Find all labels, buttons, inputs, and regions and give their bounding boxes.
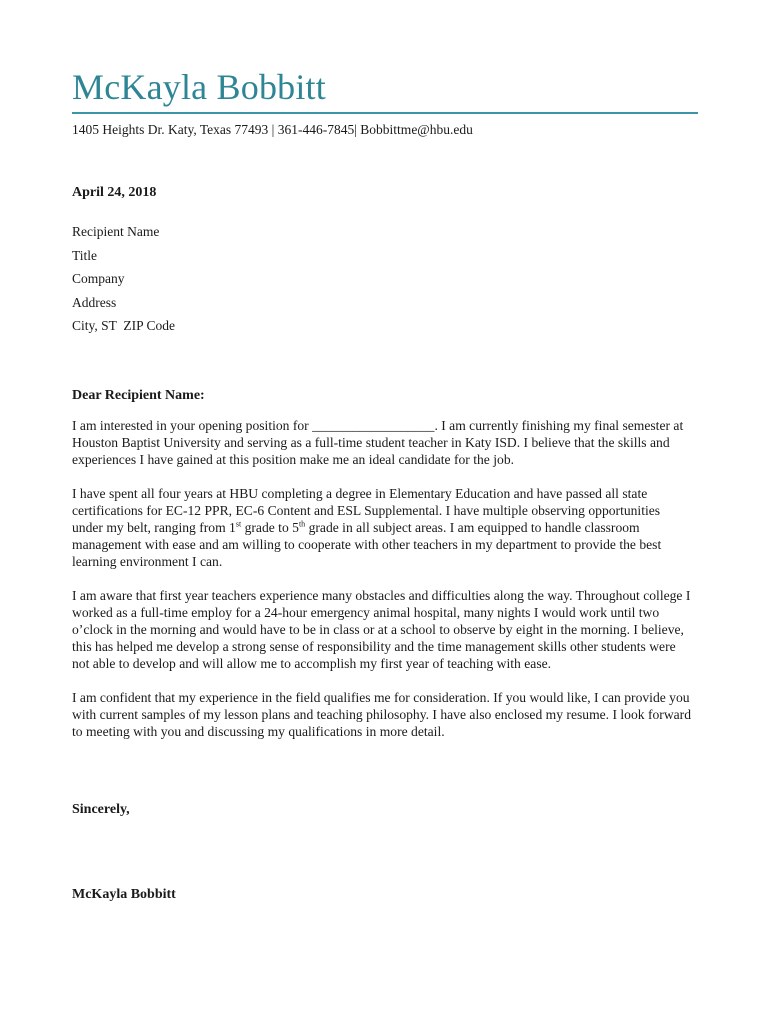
superscript-st: st <box>235 519 242 529</box>
contact-line: 1405 Heights Dr. Katy, Texas 77493 | 361-446-7845| Bobbittme@hbu.edu <box>72 122 473 137</box>
sender-name-heading: McKayla Bobbitt <box>72 67 326 107</box>
paragraph-2 <box>72 485 692 570</box>
superscript-th: th <box>298 519 306 529</box>
recipient-address: Address <box>72 294 117 310</box>
signature-name: McKayla Bobbitt <box>72 887 176 902</box>
recipient-company: Company <box>72 271 125 286</box>
closing: Sincerely, <box>72 802 130 817</box>
paragraph-2-part-c: grade in all subject areas. I am equipped to handle classroom management with ease and am willing to cooperate with other teachers in my department to provide the best learning environment I can. <box>72 520 662 569</box>
header-divider <box>72 112 698 114</box>
recipient-city: City, ST ZIP Code <box>72 318 176 333</box>
paragraph-3: I am aware that first year teachers experience many obstacles and difficulties along the way. Throughout college I worked as a full-time employ for a 24-hour emergency animal hospital, many nights I would work until two o’clock in the morning and would have to be in class or at a school to observe by eight in the morning. I believe, this has helped me develop a strong sense of responsibility and the time management skills other students were not able to develop and will allow me to accomplish my first year of teaching with ease. <box>72 588 691 671</box>
recipient-block <box>72 220 175 338</box>
recipient-name: Recipient Name <box>72 224 160 239</box>
salutation: Dear Recipient Name: <box>72 388 205 403</box>
paragraph-4: I am confident that my experience in the field qualifies me for consideration. If you would like, I can provide you with current samples of my lesson plans and teaching philosophy. I have also enclosed my resume. I look forward to meeting with you and discussing my qualifications in more detail. <box>72 690 691 739</box>
recipient-title: Title <box>72 247 98 263</box>
letter-body <box>72 417 692 757</box>
paragraph-1: I am interested in your opening position for __________________. I am currently finishing my final semester at Houston Baptist University and serving as a full-time student teacher in Katy ISD. I believe that the skills and experiences I have gained at this position make me an ideal candidate for the job. <box>72 418 684 467</box>
paragraph-2-part-b: grade to 5 <box>241 520 299 535</box>
paragraph-2-part-a: I have spent all four years at HBU completing a degree in Elementary Education and have passed all state certifications for EC-12 PPR, EC-6 Content and ESL Supplemental. I have multiple observing opportunities under my belt, ranging from 1 <box>72 486 661 535</box>
letter-date: April 24, 2018 <box>72 185 157 200</box>
